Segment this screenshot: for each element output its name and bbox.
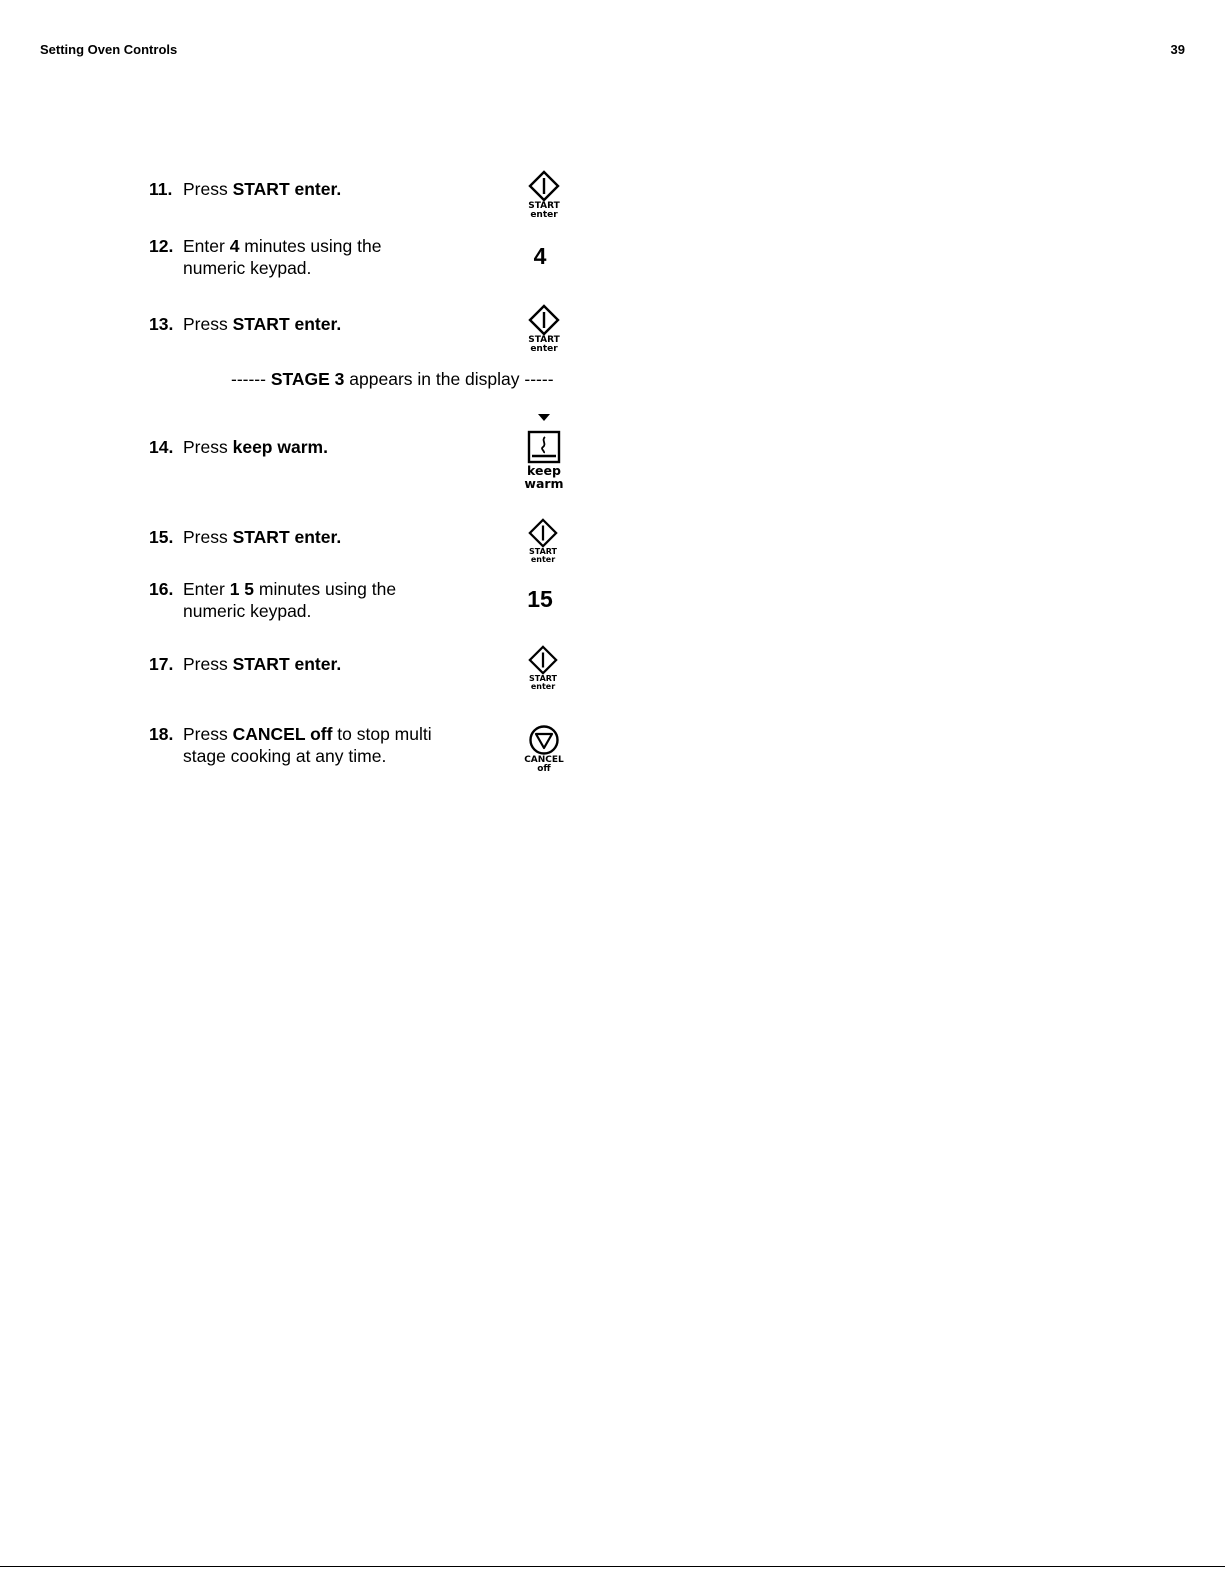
page-number: 39 <box>1170 42 1185 57</box>
step-text: Press CANCEL off to stop multi stage cooking at any time. <box>183 724 432 766</box>
key-label: enter <box>530 555 556 564</box>
step-text: Press START enter. <box>183 314 342 334</box>
stage-3-notice: ------ STAGE 3 appears in the display ----- <box>231 369 554 389</box>
key-label: warm <box>524 476 564 491</box>
start-enter-key <box>513 645 573 691</box>
cancel-off-icon <box>528 724 560 756</box>
key-label: enter <box>530 210 558 220</box>
step-number: 17. <box>149 654 174 674</box>
key-label: keep <box>527 463 561 478</box>
start-enter-icon <box>528 645 558 675</box>
cancel-off-key <box>514 724 574 774</box>
key-label: off <box>537 764 551 774</box>
step-text: Press keep warm. <box>183 437 328 457</box>
step-text: Enter 1 5 minutes using the numeric keypad. <box>183 579 397 621</box>
step-number: 15. <box>149 527 174 547</box>
step-text: Press START enter. <box>183 179 342 199</box>
start-enter-icon <box>528 518 558 548</box>
key-label: CANCEL <box>524 755 564 765</box>
key-label: enter <box>530 682 556 691</box>
down-arrow-icon <box>538 414 550 421</box>
key-label: START <box>528 335 560 345</box>
key-label: START <box>528 547 558 556</box>
step-text: Press START enter. <box>183 527 342 547</box>
start-enter-key <box>514 304 574 354</box>
key-label: START <box>528 201 560 211</box>
footer-rule <box>0 1566 1225 1567</box>
start-enter-key <box>514 170 574 220</box>
key-label: START <box>528 674 558 683</box>
step-number: 12. <box>149 236 174 256</box>
keep-warm-icon <box>527 430 561 464</box>
step-number: 14. <box>149 437 174 457</box>
step-number: 11. <box>149 179 173 199</box>
step-number: 16. <box>149 579 174 599</box>
keep-warm-key <box>514 430 574 490</box>
step-text: Enter 4 minutes using the numeric keypad. <box>183 236 382 278</box>
start-enter-key <box>513 518 573 564</box>
step-number: 13. <box>149 314 174 334</box>
step-text: Press START enter. <box>183 654 342 674</box>
digit-15: 15 <box>527 586 553 612</box>
start-enter-icon <box>528 170 560 202</box>
digit-4: 4 <box>533 243 547 269</box>
step-number: 18. <box>149 724 174 744</box>
section-title: Setting Oven Controls <box>40 42 178 57</box>
key-label: enter <box>530 344 558 354</box>
start-enter-icon <box>528 304 560 336</box>
